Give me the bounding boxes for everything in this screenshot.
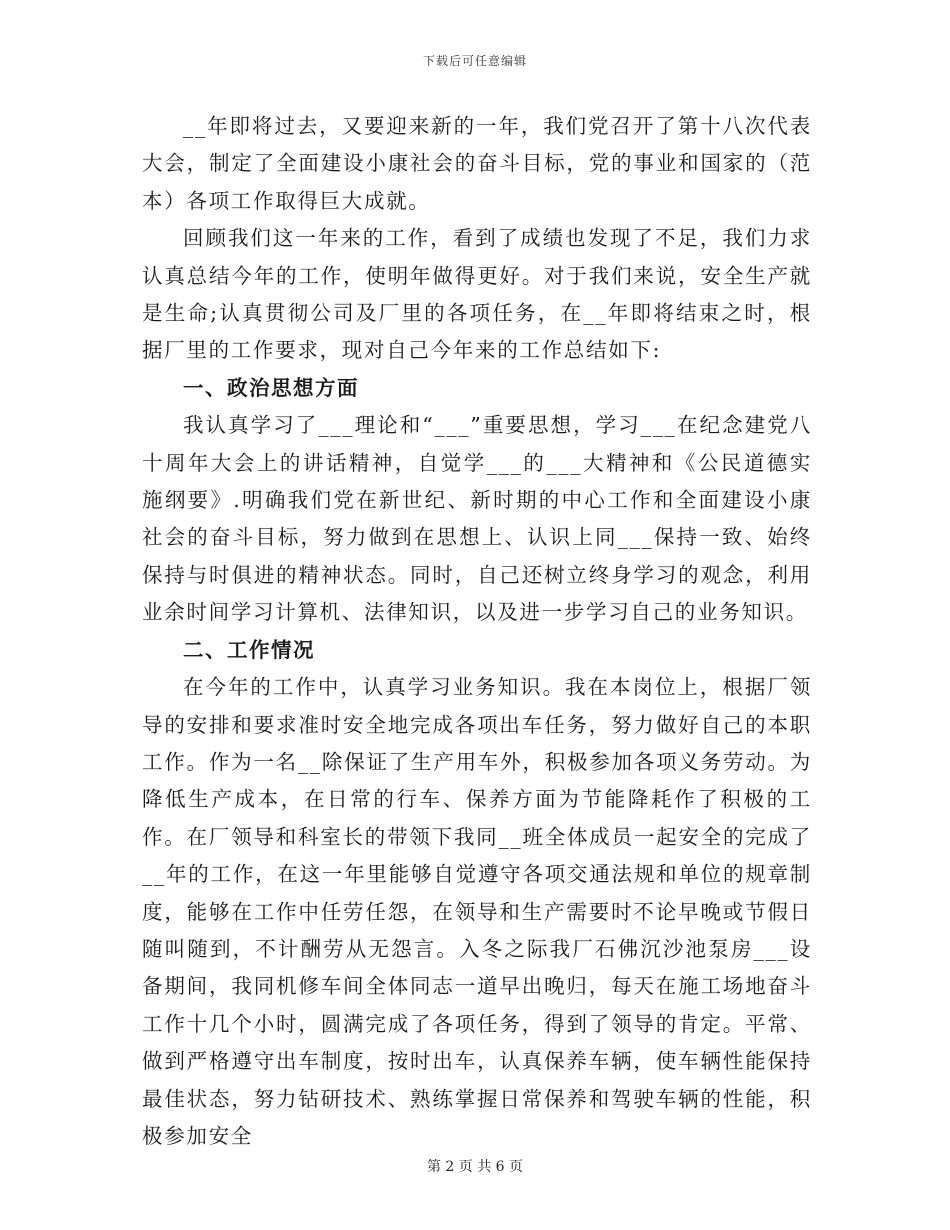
page-footer: 第 2 页 共 6 页 [426,1159,524,1175]
paragraph-review: 回顾我们这一年来的工作，看到了成绩也发现了不足，我们力求认真总结今年的工作，使明年做得更好。对于我们来说，安全生产就是生命;认真贯彻公司及厂里的各项任务，在__年即将结束之时，根据厂里的工作要求，现对自己今年来的工作总结如下: [142,226,812,363]
document-body [142,108,812,1155]
section-heading-work: 二、工作情况 [183,637,315,662]
section-heading-political: 一、政治思想方面 [183,375,359,400]
paragraph-work: 在今年的工作中，认真学习业务知识。我在本岗位上，根据厂领导的安排和要求准时安全地完成各项出车任务，努力做好自己的本职工作。作为一名__除保证了生产用车外，积极参加各项义务劳动。为降低生产成本，在日常的行车、保养方面为节能降耗作了积极的工作。在厂领导和科室长的带领下我同__班全体成员一起安全的完成了__年的工作，在这一年里能够自觉遵守各项交通法规和单位的规章制度，能够在工作中任劳任怨，在领导和生产需要时不论早晚或节假日随叫随到，不计酬劳从无怨言。入冬之际我厂石佛沉沙池泵房___设备期间，我同机修车间全体同志一道早出晚归，每天在施工场地奋斗工作十几个小时，圆满完成了各项任务，得到了领导的肯定。平常、做到严格遵守出车制度，按时出车，认真保养车辆，使车辆性能保持最佳状态，努力钻研技术、熟练掌握日常保养和驾驶车辆的性能，积极参加安全 [142,675,812,1148]
paragraph-intro: __年即将过去，又要迎来新的一年，我们党召开了第十八次代表大会，制定了全面建设小康社会的奋斗目标，党的事业和国家的（范本）各项工作取得巨大成就。 [142,114,812,213]
paragraph-political: 我认真学习了___理论和“___”重要思想，学习___在纪念建党八十周年大会上的讲话精神，自觉学___的___大精神和《公民道德实施纲要》.明确我们党在新世纪、新时期的中心工作和全面建设小康社会的奋斗目标，努力做到在思想上、认识上同___保持一致、始终保持与时俱进的精神状态。同时，自己还树立终身学习的观念，利用业余时间学习计算机、法律知识，以及进一步学习自己的业务知识。 [142,413,812,625]
page-header: 下载后可任意编辑 [422,54,527,68]
